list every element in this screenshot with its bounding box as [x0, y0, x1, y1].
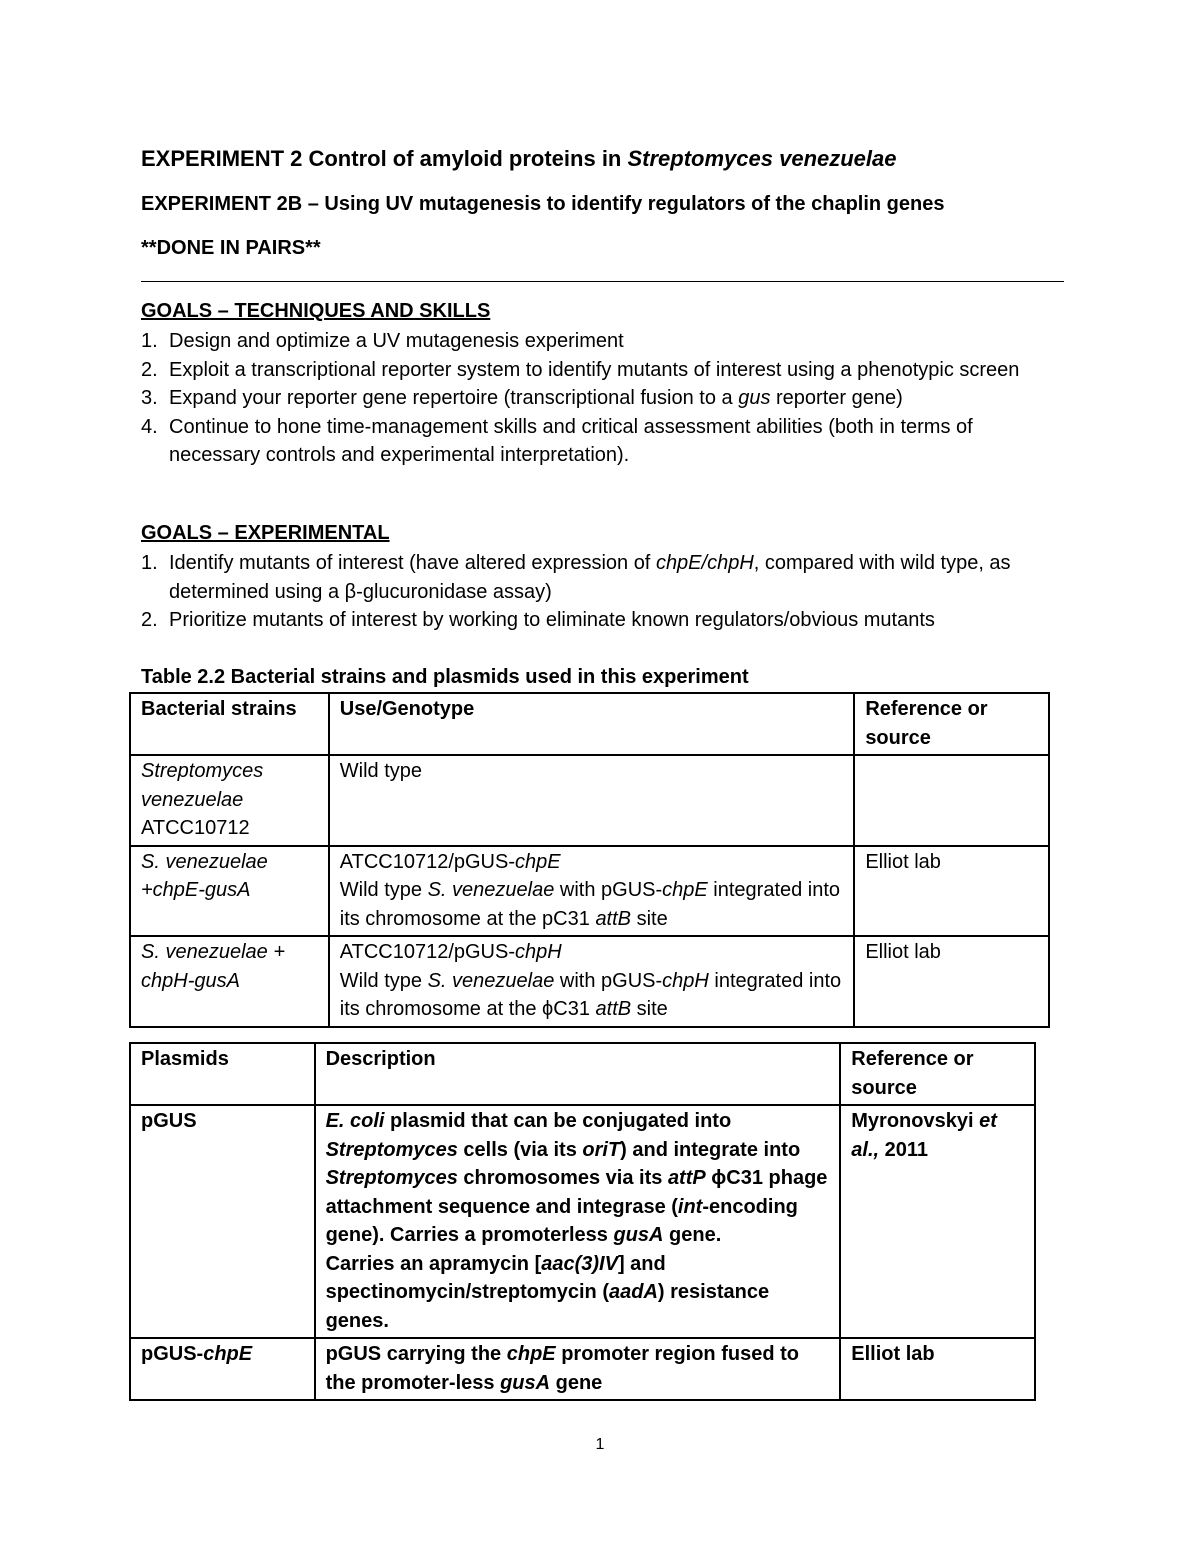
strain-cell: Streptomyces venezuelae ATCC10712 — [130, 755, 329, 846]
page-title: EXPERIMENT 2 Control of amyloid proteins in Streptomyces venezuelae — [141, 146, 897, 171]
table-header-row — [130, 693, 1049, 755]
description-cell: E. coli plasmid that can be conjugated into Streptomyces cells (via its oriT) and integrate into Streptomyces chromosomes via its attP ϕC31 phage attachment sequence and integrase (int-encoding gene). Carries a promoterless gusA gene. Carries an apramycin [aac(3)IV] and spectinomycin/streptomycin (aadA) resistance genes. — [315, 1105, 841, 1338]
list-item: 1. Design and optimize a UV mutagenesis experiment — [141, 330, 624, 352]
table-header-row — [130, 1043, 1035, 1105]
goals-techniques-heading: GOALS – TECHNIQUES AND SKILLS — [141, 300, 491, 322]
strain-cell: S. venezuelae +chpE-gusA — [130, 846, 329, 937]
reference-cell: Elliot lab — [854, 936, 1049, 1027]
column-header: Use/Genotype — [329, 693, 855, 755]
page-subtitle: EXPERIMENT 2B – Using UV mutagenesis to identify regulators of the chaplin genes — [141, 193, 945, 215]
horizontal-rule — [141, 281, 1064, 282]
goals-experimental-list — [141, 549, 1051, 635]
list-item: 3. Expand your reporter gene repertoire (transcriptional fusion to a gus reporter gene) — [141, 387, 903, 409]
table-row — [130, 1105, 1035, 1338]
reference-cell: Elliot lab — [840, 1338, 1035, 1400]
plasmid-cell: pGUS — [130, 1105, 315, 1338]
plasmid-cell: pGUS-chpE — [130, 1338, 315, 1400]
table-row — [130, 755, 1049, 846]
pairs-note: **DONE IN PAIRS** — [141, 237, 321, 259]
reference-cell: Myronovskyi et al., 2011 — [840, 1105, 1035, 1338]
column-header: Bacterial strains — [130, 693, 329, 755]
column-header: Plasmids — [130, 1043, 315, 1105]
reference-cell: Elliot lab — [854, 846, 1049, 937]
list-item: 1. Identify mutants of interest (have altered expression of chpE/chpH, compared with wild type, as determined using a β-glucuronidase assay) — [141, 552, 1011, 603]
genotype-cell: Wild type — [329, 755, 855, 846]
goals-experimental-heading: GOALS – EXPERIMENTAL — [141, 522, 390, 544]
list-item: 2. Exploit a transcriptional reporter system to identify mutants of interest using a phenotypic screen — [141, 358, 1020, 381]
goals-techniques-list — [141, 327, 1051, 470]
column-header: Description — [315, 1043, 841, 1105]
description-cell: pGUS carrying the chpE promoter region fused to the promoter-less gusA gene — [315, 1338, 841, 1400]
table-row — [130, 846, 1049, 937]
strains-table — [129, 692, 1050, 1028]
plasmids-table — [129, 1042, 1036, 1401]
genotype-cell: ATCC10712/pGUS-chpE Wild type S. venezuelae with pGUS-chpE integrated into its chromosome at the pC31 attB site — [329, 846, 855, 937]
table-caption: Table 2.2 Bacterial strains and plasmids used in this experiment — [141, 666, 749, 688]
column-header: Reference or source — [854, 693, 1049, 755]
table-row — [130, 936, 1049, 1027]
genotype-cell: ATCC10712/pGUS-chpH Wild type S. venezuelae with pGUS-chpH integrated into its chromosome at the ϕC31 attB site — [329, 936, 855, 1027]
page-number: 1 — [595, 1436, 605, 1453]
column-header: Reference or source — [840, 1043, 1035, 1105]
list-item: 4. Continue to hone time-management skills and critical assessment abilities (both in terms of necessary controls and experimental interpretation). — [141, 415, 973, 466]
reference-cell — [854, 755, 1049, 846]
list-item: 2. Prioritize mutants of interest by working to eliminate known regulators/obvious mutants — [141, 609, 935, 631]
strain-cell: S. venezuelae + chpH-gusA — [130, 936, 329, 1027]
table-row — [130, 1338, 1035, 1400]
